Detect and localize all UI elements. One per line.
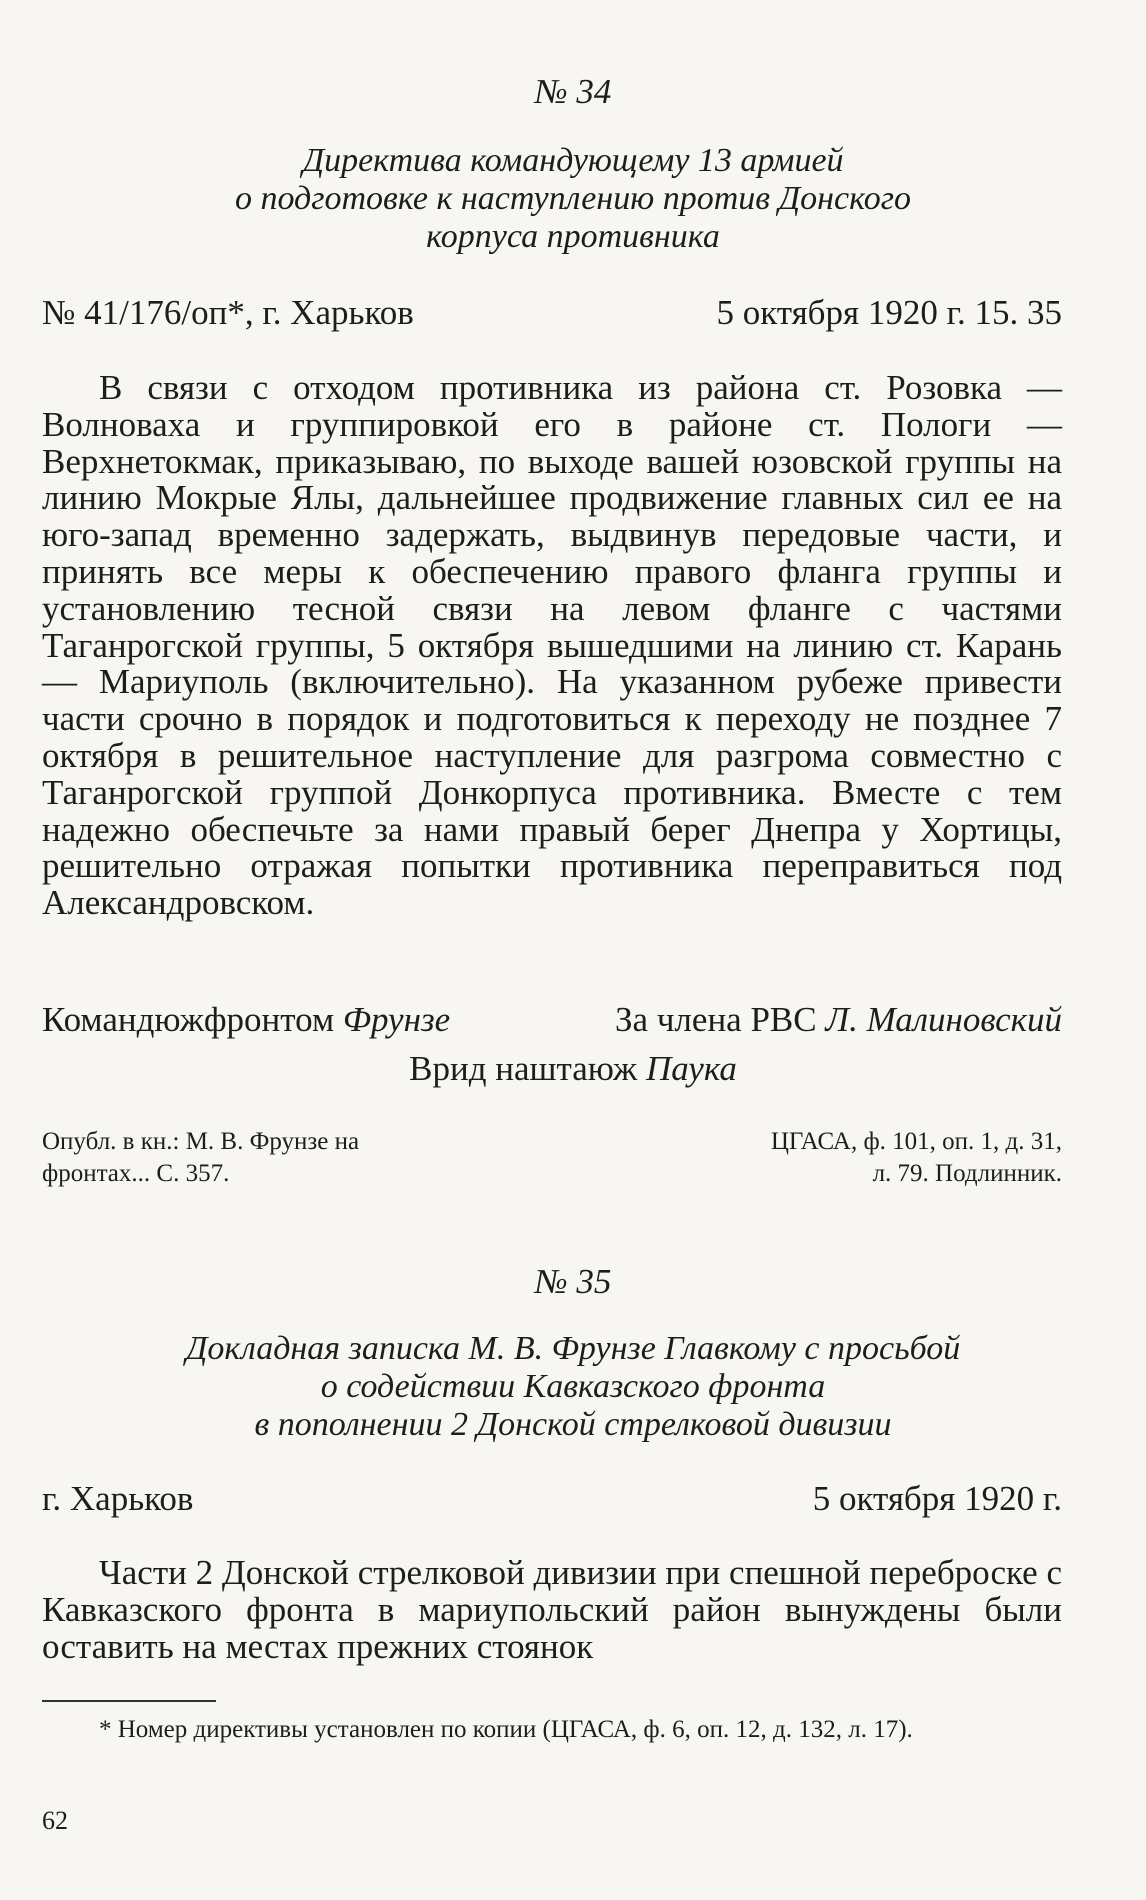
signer1-name: Фрунзе [342, 1000, 451, 1039]
page-number: 62 [42, 1806, 68, 1835]
doc34-archive [600, 1126, 1062, 1190]
doc35-date: 5 октября 1920 г. [812, 1479, 1062, 1518]
signer3-name: Паука [645, 1049, 737, 1088]
doc35-number: № 35 [534, 1262, 612, 1301]
doc35-title-line-3: в пополнении 2 Донской стрелковой дивизии [254, 1406, 892, 1443]
doc35-title [0, 1330, 1146, 1444]
publication-line-2: фронтах... С. 357. [42, 1160, 230, 1187]
doc34-signatures [42, 1000, 1062, 1040]
signer1-title: Командюжфронтом [42, 1000, 343, 1039]
doc34-reference: № 41/176/оп*, г. Харьков [42, 293, 414, 332]
signer2-title: За члена РВС [615, 1000, 826, 1039]
doc34-date: 5 октября 1920 г. 15. 35 [716, 293, 1062, 332]
doc34-signature-left [42, 1000, 450, 1040]
signer2-name: Л. Малиновский [825, 1000, 1062, 1039]
doc34-title-line-1: Директива командующему 13 армией [302, 142, 844, 179]
doc34-header-row [42, 293, 1062, 333]
doc35-title-line-2: о содействии Кавказского фронта [320, 1368, 826, 1405]
doc34-title-line-3: корпуса противника [426, 218, 720, 255]
doc34-publication [42, 1126, 502, 1190]
archive-line-2: л. 79. Подлинник. [872, 1160, 1062, 1187]
signer3-title: Врид наштаюж [409, 1049, 646, 1088]
footnote: * Номер директивы установлен по копии (ЦГАСА, ф. 6, оп. 12, д. 132, л. 17). [99, 1716, 913, 1743]
doc35-body: Части 2 Донской стрелковой дивизии при спешной переброске с Кавказского фронта в мариупольский район вынуждены были оставить на местах прежних стоянок [42, 1553, 1062, 1666]
doc34-title [0, 142, 1146, 256]
doc34-number: № 34 [534, 72, 612, 111]
doc34-signature-3 [0, 1049, 1146, 1089]
doc35-place: г. Харьков [42, 1479, 194, 1518]
archive-line-1: ЦГАСА, ф. 101, оп. 1, д. 31, [770, 1128, 1062, 1155]
doc35-title-line-1: Докладная записка М. В. Фрунзе Главкому с просьбой [185, 1330, 961, 1367]
doc35-header-row [42, 1479, 1062, 1519]
doc34-title-line-2: о подготовке к наступлению против Донского [234, 180, 911, 217]
footnote-rule [42, 1700, 216, 1702]
doc34-signature-right [615, 1000, 1062, 1040]
publication-line-1: Опубл. в кн.: М. В. Фрунзе на [42, 1128, 360, 1155]
doc34-body: В связи с отходом противника из района ст. Розовка — Волноваха и группировкой его в районе ст. Пологи — Верхнетокмак, приказываю, по выходе вашей юзовской группы на линию Мокрые Ялы, дальнейшее продвижение главных сил ее на юго-запад временно задержать, выдвинув передовые части, и принять все меры к обеспечению правого фланга группы и установлению тесной связи на левом фланге с частями Таганрогской группы, 5 октября вышедшими на линию ст. Карань — Мариуполь (включительно). На указанном рубеже привести части срочно в порядок и подготовиться к переходу не позднее 7 октября в решительное наступление для разгрома совместно с Таганрогской группой Донкорпуса противника. Вместе с тем надежно обеспечьте за нами правый берег Днепра у Хортицы, решительно отражая попытки противника переправиться под Александровском. [42, 368, 1062, 923]
